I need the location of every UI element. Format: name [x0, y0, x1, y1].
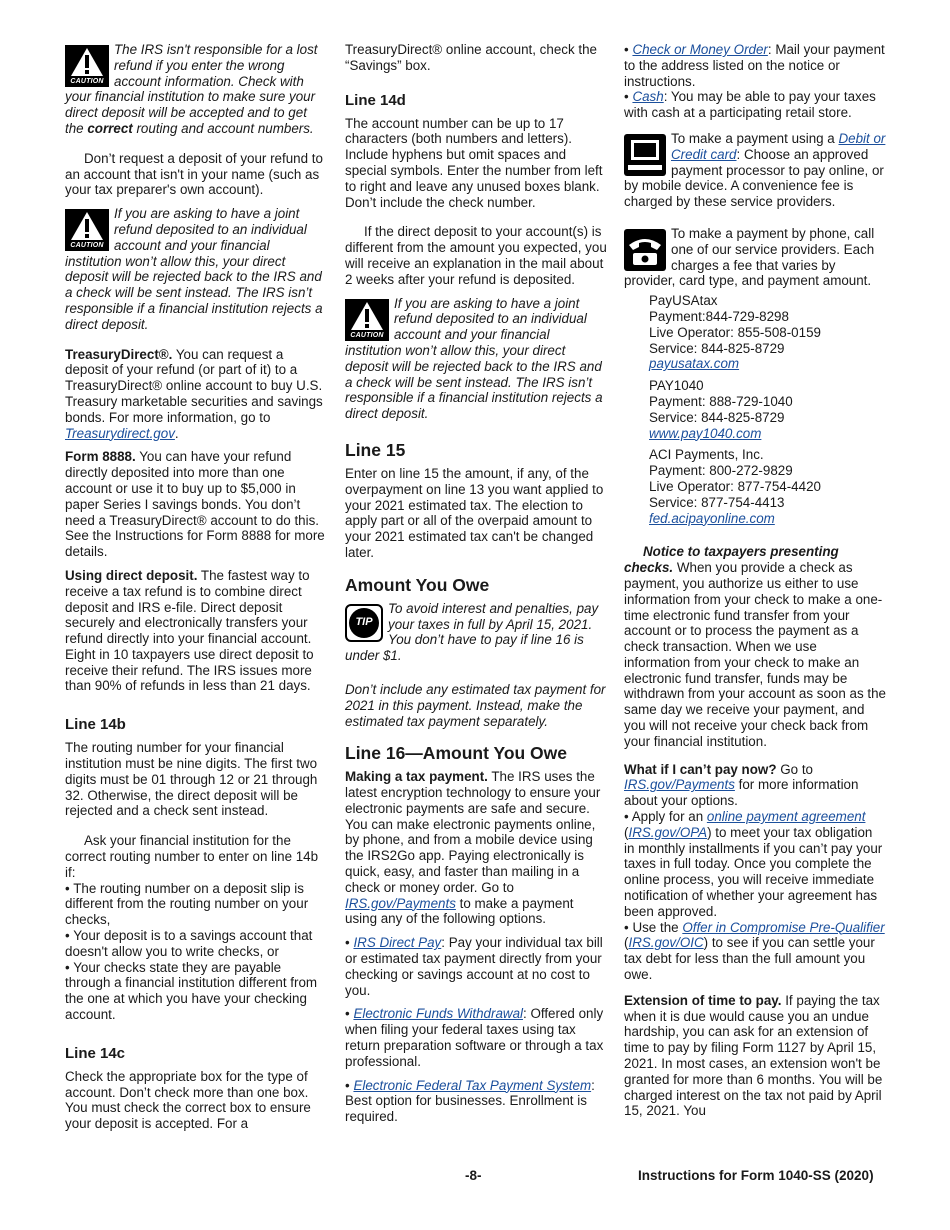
caution-note: CAUTION If you are asking to have a joint refund deposited to an individual account and your financial institution won’t allow this, your direct deposit will be rejected back to the IRS and a check will be sent instead. The IRS isn’t responsible if a financial institution rejects a direct deposit.: [65, 206, 323, 332]
phone-icon: [624, 229, 666, 271]
heading-line-16: Line 16—Amount You Owe: [345, 743, 568, 764]
service-provider: PAY1040 Payment: 888-729-1040 Service: 844-825-8729 www.pay1040.com: [649, 378, 793, 441]
caution-note: CAUTION The IRS isn't responsible for a lost refund if you enter the wrong account information. Check with your financial institution to make sure your direct deposit will be accepted and to get the correct routing and account numbers.: [65, 42, 318, 136]
debit-credit-card-link[interactable]: Debit or Credit card: [671, 130, 886, 162]
column-3: [624, 42, 886, 1127]
direct-deposit-paragraph: Using direct deposit. The fastest way to receive a tax refund is to combine direct deposit and IRS e-file. Direct deposit securely and electronically transfers your refund directly into your financial account. Eight in 10 taxpayers use direct deposit to receive their refund. The IRS issues more than 90% of refunds in less than 21 days.: [65, 567, 314, 694]
online-payment-agreement-link[interactable]: online payment agreement: [706, 809, 866, 825]
list-item: • The routing number on a deposit slip is different from the routing number on your checks,: [65, 880, 309, 928]
treasurydirect-link[interactable]: Treasurydirect.gov: [65, 425, 175, 441]
paragraph: If the direct deposit to your account(s) is different from the amount you expected, you will receive an explanation in the mail about 2 weeks after your refund is deposited.: [345, 224, 607, 287]
list-item: • Cash: You may be able to pay your taxes with cash at a participating retail store.: [624, 89, 876, 121]
paragraph: The routing number for your financial institution must be nine digits. The first two digits must be 01 through 12 or 21 through 32. Otherwise, the direct deposit will be rejected and a check sent instead.: [65, 740, 318, 819]
list-item: • Use the Offer in Compromise Pre-Qualifier (IRS.gov/OIC) to see if you can settle your tax debt for less than the full amount you owe.: [624, 919, 885, 983]
footer-title: Instructions for Form 1040-SS (2020): [638, 1168, 874, 1183]
electronic-funds-withdrawal-link[interactable]: Electronic Funds Withdrawal: [353, 1006, 523, 1022]
list-item: • Check or Money Order: Mail your payment to the address listed on the notice or instructions.: [624, 42, 885, 89]
service-provider: ACI Payments, Inc. Payment: 800-272-9829 Live Operator: 877-754-4420 Service: 877-754-4413 fed.acipayonline.com: [649, 447, 821, 526]
extension-paragraph: Extension of time to pay. If paying the tax when it is due would cause you an undue hardship, you can ask for an extension of time to pay by filing Form 1127 by April 15, 2021. In most cases, an extension won't be granted for more than 6 months. You will be charged interest on the tax not paid by April 15, 2021. You: [624, 992, 883, 1119]
heading-line-14b: Line 14b: [65, 716, 126, 734]
paragraph: Check the appropriate box for the type of account. Don’t check more than one box. You must check the correct box to ensure your deposit is accepted. For a: [65, 1068, 311, 1132]
cash-link[interactable]: Cash: [632, 89, 664, 105]
page-number: -8-: [465, 1168, 482, 1183]
paragraph: Enter on line 15 the amount, if any, of the overpayment on line 13 you want applied to your 2021 estimated tax. The election to apply part or all of the overpaid amount to your 2021 estimated tax can't be changed later.: [345, 465, 604, 560]
treasury-direct-paragraph: TreasuryDirect®. You can request a deposit of your refund (or part of it) to a TreasuryDirect® online account to buy U.S. Treasury marketable securities and savings bonds. For more information, go to Treasurydirect.gov.: [65, 346, 323, 441]
phone-payment-note: To make a payment by phone, call one of our service providers. Each charges a fee that varies by provider, card type, and payment amount.: [624, 225, 875, 289]
paragraph: Don’t include any estimated tax payment for 2021 in this payment. Instead, make the estimated tax payment separately.: [345, 681, 606, 729]
caution-icon: CAUTION: [345, 299, 389, 341]
service-provider: PayUSAtax Payment:844-729-8298 Live Operator: 855-508-0159 Service: 844-825-8729 payusatax.com: [649, 293, 821, 372]
form-8888-paragraph: Form 8888. You can have your refund directly deposited into more than one account or use it to buy up to $5,000 in paper Series I savings bonds. You don’t need a TreasuryDirect® account to do this. See the Instructions for Form 8888 for more details.: [65, 449, 325, 560]
paragraph: Ask your financial institution for the correct routing number to enter on line 14b if:: [65, 833, 319, 880]
heading-amount-you-owe: Amount You Owe: [345, 574, 490, 595]
irs-payments-link[interactable]: IRS.gov/Payments: [345, 895, 456, 911]
paragraph: The account number can be up to 17 characters (both numbers and letters). Include hyphens but omit spaces and special symbols. Enter the number from left to right and leave any unused boxes blank. Don’t include the check number.: [345, 115, 603, 210]
list-item: • Electronic Funds Withdrawal: Offered only when filing your federal taxes using tax return preparation software or through a tax professional.: [345, 1006, 604, 1069]
irs-direct-pay-link[interactable]: IRS Direct Pay: [353, 935, 442, 951]
list-item: • Apply for an online payment agreement (IRS.gov/OPA) to meet your tax obligation in monthly installments if you can’t pay your taxes in full today. Once you complete the online process, you will receive immediate notification of whether your agreement has been approved.: [624, 809, 883, 919]
paragraph: TreasuryDirect® online account, check the “Savings” box.: [345, 42, 598, 73]
tip-icon: TIP: [345, 604, 383, 642]
list-item: • Your deposit is to a savings account that doesn't allow you to write checks, or: [65, 928, 313, 959]
caution-icon: CAUTION: [65, 45, 109, 87]
heading-line-14c: Line 14c: [65, 1044, 126, 1062]
tip-note: TIP To avoid interest and penalties, pay your taxes in full by April 15, 2021. You don’t have to pay if line 16 is under $1.: [345, 600, 599, 664]
payusatax-link[interactable]: payusatax.com: [649, 356, 740, 372]
heading-line-15: Line 15: [345, 439, 406, 460]
irs-oic-link[interactable]: IRS.gov/OIC: [628, 935, 704, 951]
card-payment-note: To make a payment using a Debit or Credit card: Choose an approved payment processor to pay online, or by mobile device. A convenience fee is charged by these service providers.: [624, 130, 886, 210]
check-money-order-link[interactable]: Check or Money Order: [632, 42, 768, 57]
column-1: [65, 42, 327, 1140]
offer-in-compromise-link[interactable]: Offer in Compromise Pre-Qualifier: [682, 919, 885, 935]
notice-paragraph: Notice to taxpayers presenting checks. When you provide a check as payment, you authorize us either to use information from your check to make a one-time electronic fund transfer from your account or to process the payment as a check transaction. When we use information from your check to make an electronic fund transfer, funds may be withdrawn from your account as soon as the same day we receive your payment, and you will not receive your check back from your financial institution.: [624, 544, 886, 749]
irs-opa-link[interactable]: IRS.gov/OPA: [628, 824, 708, 840]
paragraph: Don’t request a deposit of your refund to an account that isn't in your name (such as your tax preparer's own account).: [65, 150, 323, 198]
caution-note: CAUTION If you are asking to have a joint refund deposited to an individual account and your financial institution won’t allow this, your direct deposit will be rejected back to the IRS and a check will be sent instead. The IRS isn’t responsible if a financial institution rejects a direct deposit.: [345, 295, 603, 422]
acipayonline-link[interactable]: fed.acipayonline.com: [649, 510, 775, 526]
computer-icon: [624, 134, 666, 176]
cant-pay-paragraph: What if I can’t pay now? Go to IRS.gov/Payments for more information about your options.: [624, 761, 859, 809]
eftps-link[interactable]: Electronic Federal Tax Payment System: [353, 1077, 592, 1093]
list-item: • Electronic Federal Tax Payment System: Best option for businesses. Enrollment is required.: [345, 1077, 595, 1125]
heading-line-14d: Line 14d: [345, 91, 406, 109]
irs-payments-link[interactable]: IRS.gov/Payments: [624, 777, 735, 793]
column-2: [345, 42, 607, 1133]
making-payment-paragraph: Making a tax payment. The IRS uses the latest encryption technology to ensure your electronic payments are safe and secure. You can make electronic payments online, by phone, and from a mobile device using the IRS2Go app. Paying electronically is quick, easy, and faster than mailing in a check or money order. Go to IRS.gov/Payments to make a payment using any of the following options.: [345, 769, 601, 927]
caution-icon: CAUTION: [65, 209, 109, 251]
list-item: • Your checks state they are payable through a financial institution different from the one at which you have your checking account.: [65, 959, 318, 1023]
list-item: • IRS Direct Pay: Pay your individual tax bill or estimated tax payment directly from your checking or savings account at no cost to you.: [345, 935, 603, 998]
pay1040-link[interactable]: www.pay1040.com: [649, 425, 762, 441]
